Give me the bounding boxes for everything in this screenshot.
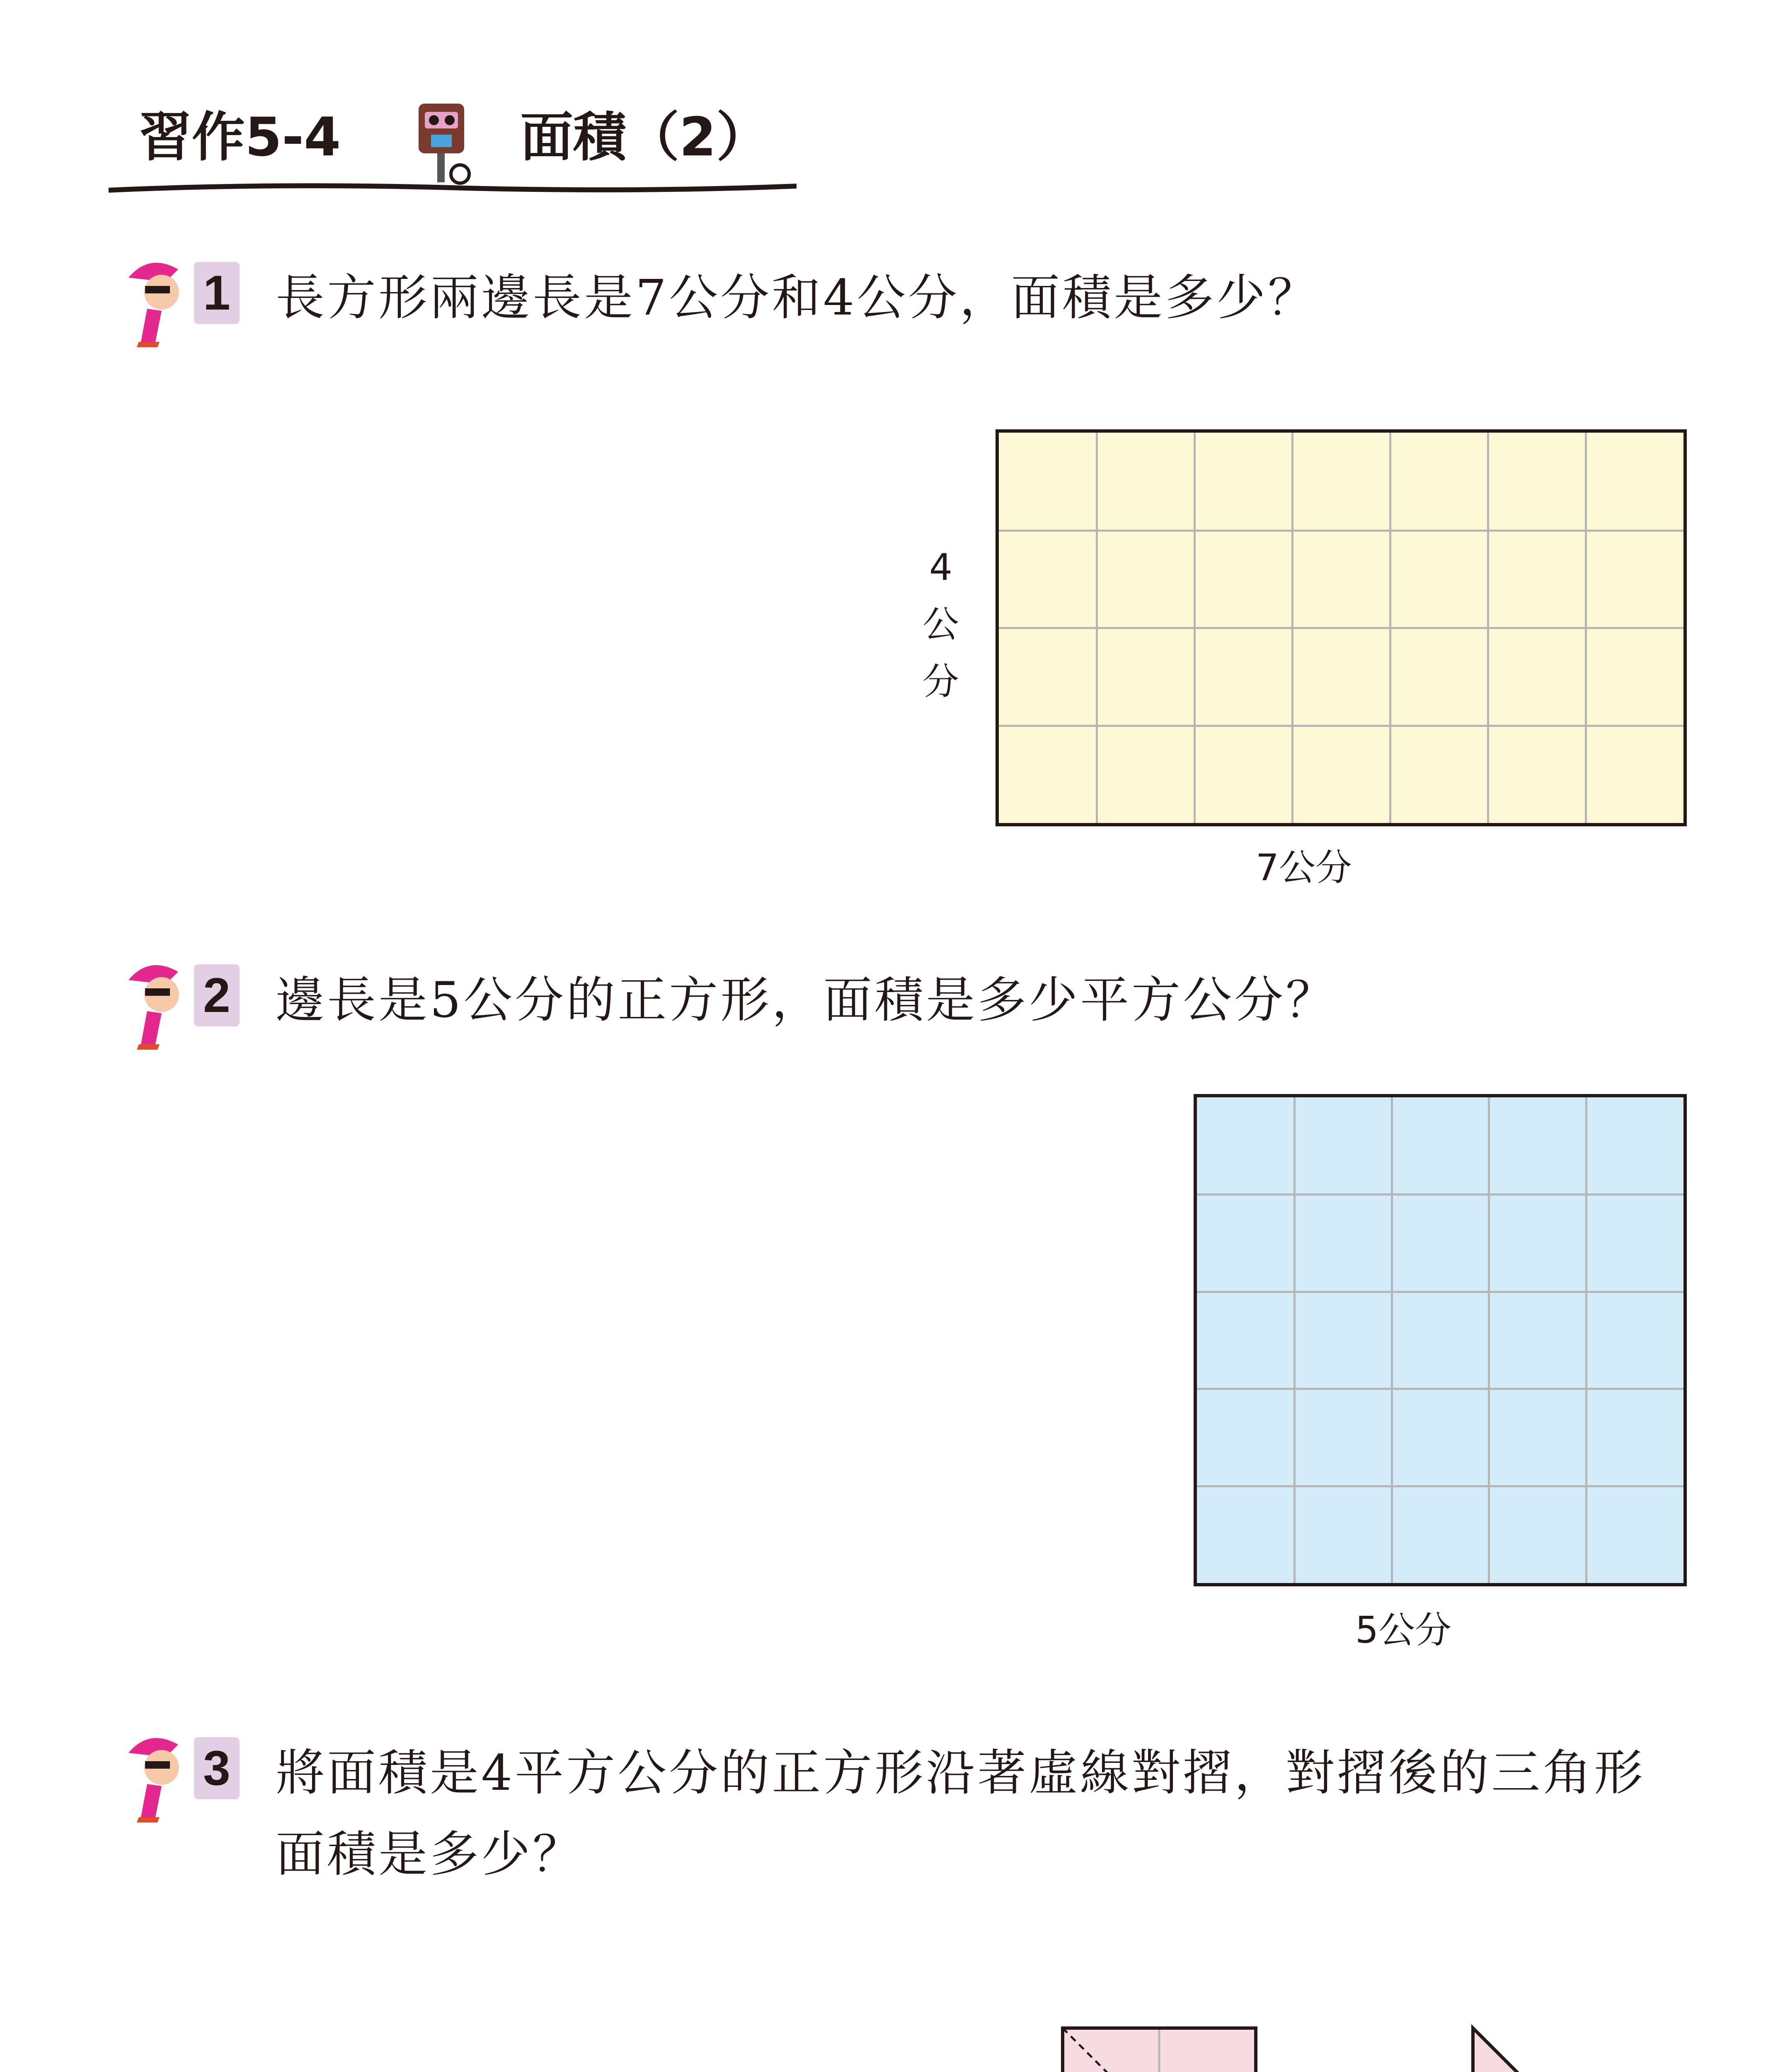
height-number: 4	[929, 546, 952, 588]
grid-column-line	[1293, 1097, 1296, 1583]
robot-mascot-icon	[408, 95, 479, 191]
question-3-text: 將面積是4平方公分的正方形沿著虛線對摺，對摺後的三角形面積是多少？	[276, 1744, 1646, 1883]
title-underline	[109, 180, 797, 197]
height-unit-2: 分	[922, 660, 959, 703]
grid-row-line	[1197, 1485, 1683, 1487]
exercise-label: 習作5-4	[139, 107, 341, 168]
page-title: 面積（2）	[520, 107, 770, 168]
question-2-character-icon	[116, 955, 203, 1051]
grid-column-line	[1585, 1097, 1587, 1583]
grid-row-line	[1197, 1388, 1683, 1390]
question-2-number: 2	[194, 964, 240, 1026]
question-1-text: 長方形兩邊長是7公分和4公分，面積是多少？	[276, 269, 1320, 326]
question-1-number: 1	[194, 262, 240, 324]
question-1-character-icon	[116, 253, 203, 348]
question-3-character-icon	[116, 1728, 203, 1823]
folded-triangle-figure	[1467, 2022, 1683, 2072]
grid-row-line	[1197, 1291, 1683, 1293]
grid-column-line	[1488, 1097, 1490, 1583]
square-width-label: 5公分	[1355, 1609, 1451, 1651]
square-grid	[1194, 1094, 1687, 1586]
grid-row-line	[999, 627, 1683, 629]
grid-row-line	[1197, 1193, 1683, 1196]
fold-square-figure	[1057, 2022, 1264, 2072]
grid-row-line	[999, 725, 1683, 727]
question-2-text: 邊長是5公分的正方形，面積是多少平方公分？	[276, 971, 1337, 1029]
question-3-number: 3	[194, 1737, 240, 1799]
grid-column-line	[1391, 1097, 1393, 1583]
rectangle-grid	[996, 429, 1687, 826]
height-unit-1: 公	[922, 603, 959, 646]
rectangle-height-label	[916, 539, 966, 710]
grid-row-line	[999, 530, 1683, 532]
rectangle-width-label: 7公分	[1256, 846, 1352, 889]
